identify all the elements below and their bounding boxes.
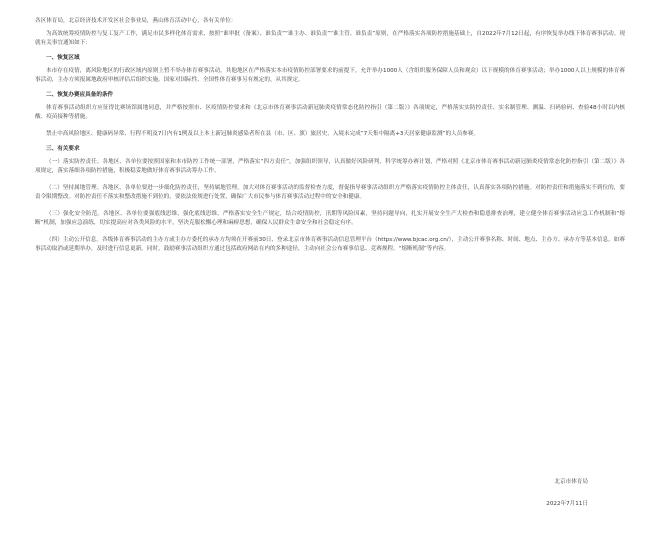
item4-text-before: （四）主动公开信息。各级体育赛事活动的主办方或主办方委托的承办方均须在开赛前30日，登录北京市体育赛事活动信息管理平台（ — [46, 237, 378, 243]
requirement-item-1: （一）落实防控责任。各地区、各单位要按照国家和本市防控工作统一部署，严格落实“四方责任”，加强组织领导，认真做好风险研判，科学统筹办赛计划，严格对照《北京市体育赛事活动新冠肺炎疫情常态化防控指引（第二版）》各项规定，落实落细各项防控措施，积极稳妥地做好体育赛事活动筹办工作。 — [35, 159, 625, 174]
section-heading-recovery-area: 一、恢复区域 — [46, 55, 80, 61]
requirement-item-4 — [35, 236, 625, 254]
issuing-organization: 北京市体育局 — [554, 479, 588, 485]
salutation: 各区体育局，北京经济技术开发区社会事业局，燕山体育活动中心，各有关单位： — [35, 18, 237, 24]
prohibition-paragraph: 禁止中高风险地区、健康码异常、行程不明及7日内有1例及以上本土新冠肺炎感染者所在县（市、区、旗）旅居史、入境未完成“7天集中隔离+3天居家健康监测”的人员参赛。 — [46, 131, 480, 137]
conditions-paragraph: 体育赛事活动组织方应征得比赛场馆属地同意，并严格按照市、区疫情防控要求和《北京市体育赛事活动新冠肺炎疫情常态化防控指引（第二版）》各项规定，严格落实实防控责任、实名制管理、测温、扫码验码、查验48小时以内核酸、疫苗接种等措施。 — [35, 105, 625, 120]
intro-paragraph: 为高效统筹疫情防控与复工复产工作，满足市民多样化体育需求，按照“谁审批（备案）、谁负责”“谁主办、谁负责”“谁主管、谁负责”原则，在严格落实各项防控措施基础上，自2022年7月12日起，有序恢复举办线下体育赛事活动。现就有关事宜通知如下： — [35, 31, 625, 46]
requirement-item-3: （三）强化安全防范。各地区、各单位要强底线思维，强化底线思维，严格落实安全生产规定，结合疫情防控，汛期等风险因素，坚持问题导向，扎实开展安全生产大检查和隐患排查治理，建立健全体育赛事活动应急工作机制和“熔断”机制，加强应急演练，切实提高应对各类风险的水平，坚决克服松懈心理和麻痹思想，确保人民群众生命安全和社会稳定有序。 — [35, 211, 625, 226]
requirement-item-2: （二）坚持属地管理。各地区、各单位要进一步细化防控责任，坚持属地管理，加大对体育赛事活动的监督检查力度，督促指导赛事活动组织方严格落实疫情防控主体责任，认真落实各项防控措施。对防控责任和措施落实不到位的，要责令限期整改。对防控责任不落实和整改措施不到位的，要依法依规进行处置，确保广大市民参与体育赛事活动过程中的安全和健康。 — [35, 185, 625, 200]
issue-date: 2022年7月11日 — [546, 501, 588, 507]
section-heading-requirements: 三、有关要求 — [46, 146, 80, 152]
signature-block — [546, 478, 588, 509]
platform-link[interactable]: https://www.bjcac.org.cn/ — [377, 237, 449, 243]
section-heading-conditions: 二、恢复办赛应具备的条件 — [46, 92, 114, 98]
item4-text-after: ），主动公开赛事名称、时间、地点、主办方、承办方等基本信息。如赛事活动取消或延期举办，及时进行信息更新。同时，鼓励赛事活动组织方通过包括政府网站在内的多种途径，主动向社会公布赛事信息、竞赛规程、“熔断机制”等内容。 — [35, 237, 625, 252]
recovery-area-paragraph: 本市存在疫情，离风险地区的行政区域内原则上暂不举办体育赛事活动。其他地区在严格落实本市疫情防控部署要求的前提下，允许举办1000人（含组织服务保障人员和观众）以下规模的体育赛事活动；举办1000人以上规模的体育赛事活动，主办方须报属地政府审核评估后组织实施。国家对国际性、全国性体育赛事另有规定的，从其规定。 — [35, 68, 625, 83]
